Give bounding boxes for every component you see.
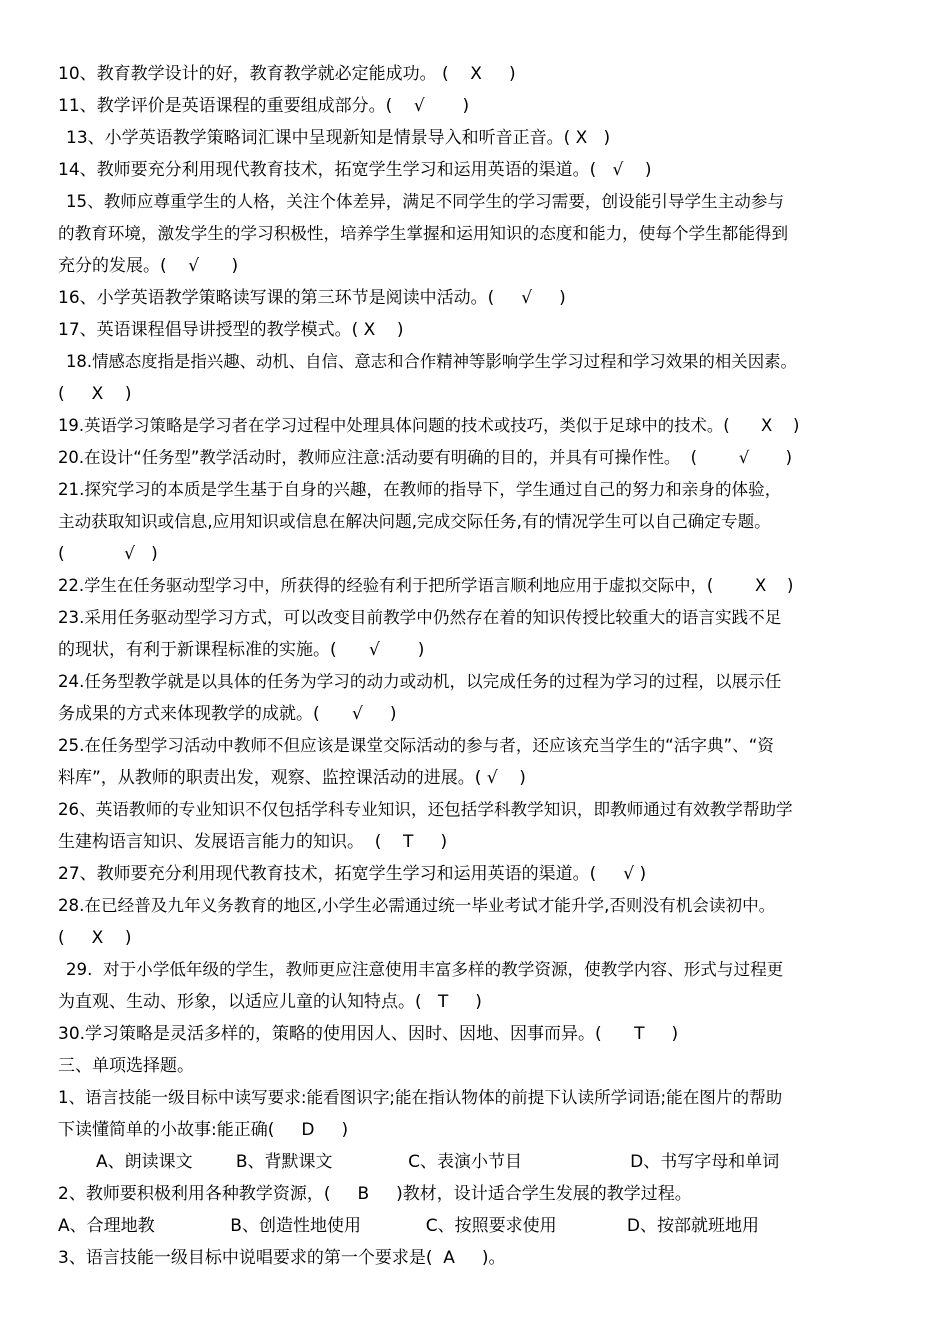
line-q26-2: 生建构语言知识、发展语言能力的知识。 ( T ) — [58, 832, 448, 852]
line-mc3: 3、语言技能一级目标中说唱要求的第一个要求是( A )。 — [58, 1248, 506, 1268]
line-q23-2: 的现状，有利于新课程标准的实施。( √ ) — [58, 640, 425, 660]
line-q26-1: 26、英语教师的专业知识不仅包括学科专业知识，还包括学科教学知识，即教师通过有效教学帮助学 — [58, 800, 793, 819]
line-q17: 17、英语课程倡导讲授型的教学模式。( X ) — [58, 320, 404, 340]
line-q23-1: 23.采用任务驱动型学习方式，可以改变目前教学中仍然存在着的知识传授比较重大的语言实践不足 — [58, 608, 782, 627]
line-q18-1: 18.情感态度指是指兴趣、动机、自信、意志和合作精神等影响学生学习过程和学习效果的相关因素。 — [66, 352, 797, 371]
line-q25-2: 料库”，从教师的职责出发，观察、监控课活动的进展。( √ ) — [58, 768, 526, 788]
line-q24-2: 务成果的方式来体现教学的成就。( √ ) — [58, 704, 397, 724]
section-heading-single-choice: 三、单项选择题。 — [58, 1056, 194, 1076]
line-mc2-options: A、合理地教 B、创造性地使用 C、按照要求使用 D、按部就班地用 — [58, 1216, 759, 1236]
line-q19: 19.英语学习策略是学习者在学习过程中处理具体问题的技术或技巧，类似于足球中的技术。( X ) — [58, 416, 800, 435]
line-q28-2: ( X ) — [58, 928, 132, 948]
line-q20: 20.在设计“任务型”教学活动时，教师应注意:活动要有明确的目的，并具有可操作性。 ( √ ) — [58, 448, 793, 467]
line-mc1-1: 1、语言技能一级目标中读写要求:能看图识字;能在指认物体的前提下认读所学词语;能在图片的帮助 — [58, 1088, 783, 1107]
line-q11: 11、教学评价是英语课程的重要组成部分。( √ ) — [58, 96, 470, 116]
line-q15-3: 充分的发展。( √ ) — [58, 256, 239, 276]
line-q16: 16、小学英语教学策略读写课的第三环节是阅读中活动。( √ ) — [58, 288, 566, 308]
line-q10: 10、教育教学设计的好，教育教学就必定能成功。 ( X ) — [58, 64, 516, 84]
line-q29-1: 29. 对于小学低年级的学生，教师更应注意使用丰富多样的教学资源，使教学内容、形式与过程更 — [66, 960, 784, 979]
line-q21-1: 21.探究学习的本质是学生基于自身的兴趣，在教师的指导下，学生通过自己的努力和亲身的体验， — [58, 480, 782, 499]
line-q21-2: 主动获取知识或信息,应用知识或信息在解决问题,完成交际任务,有的情况学生可以自己确定专题。 — [58, 512, 771, 531]
line-q24-1: 24.任务型教学就是以具体的任务为学习的动力或动机，以完成任务的过程为学习的过程，以展示任 — [58, 672, 782, 691]
line-mc2: 2、教师要积极利用各种教学资源，( B )教材，设计适合学生发展的教学过程。 — [58, 1184, 692, 1204]
line-q30: 30.学习策略是灵活多样的，策略的使用因人、因时、因地、因事而异。( T ) — [58, 1024, 679, 1044]
line-q29-2: 为直观、生动、形象，以适应儿童的认知特点。( T ) — [58, 992, 482, 1012]
line-q21-3: ( √ ) — [58, 544, 158, 564]
line-mc1-2: 下读懂简单的小故事:能正确( D ) — [58, 1120, 349, 1140]
line-q25-1: 25.在任务型学习活动中教师不但应该是课堂交际活动的参与者，还应该充当学生的“活字典”、“资 — [58, 736, 774, 755]
line-mc1-options: A、朗读课文 B、背默课文 C、表演小节目 D、书写字母和单词 — [96, 1152, 780, 1172]
line-q18-2: ( X ) — [58, 384, 132, 404]
line-q28-1: 28.在已经普及九年义务教育的地区,小学生必需通过统一毕业考试才能升学,否则没有机会读初中。 — [58, 896, 776, 915]
line-q22: 22.学生在任务驱动型学习中，所获得的经验有利于把所学语言顺利地应用于虚拟交际中，( X ) — [58, 576, 794, 595]
line-q13: 13、小学英语教学策略词汇课中呈现新知是情景导入和听音正音。( X ) — [66, 128, 611, 148]
line-q14: 14、教师要充分利用现代教育技术，拓宽学生学习和运用英语的渠道。( √ ) — [58, 160, 652, 180]
line-q27: 27、教师要充分利用现代教育技术，拓宽学生学习和运用英语的渠道。( √ ) — [58, 864, 647, 884]
line-q15-2: 的教育环境，激发学生的学习积极性，培养学生掌握和运用知识的态度和能力，使每个学生都能得到 — [58, 224, 789, 243]
line-q15-1: 15、教师应尊重学生的人格，关注个体差异，满足不同学生的学习需要，创设能引导学生主动参与 — [66, 192, 785, 211]
